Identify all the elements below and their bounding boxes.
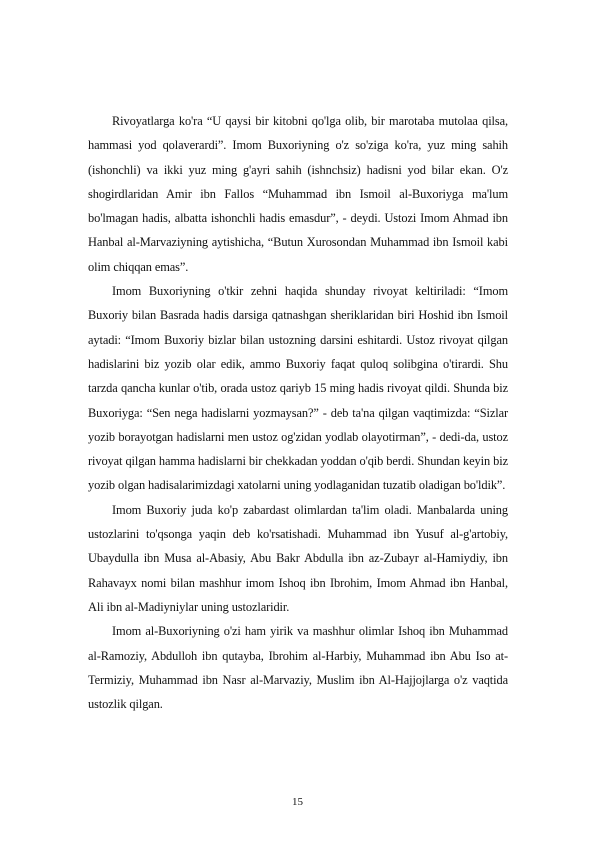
page-number: 15 bbox=[292, 796, 303, 808]
paragraph-2: Imom Buxoriyning o'tkir zehni haqida shunday rivoyat keltiriladi: “Imom Buxoriy bilan Basrada hadis darsiga qatnashgan sheriklaridan biri Hoshid ibn Ismoil aytadi: “Imom Buxoriy bizlar bilan ustozning darsini eshitardi. Ustoz rivoyat qilgan hadislarini biz yozib olar edik, ammo Buxoriy faqat quloq solibgina o'tirardi. Shu tarzda qancha kunlar o'tib, orada ustoz qariyb 15 ming hadis rivoyat qildi. Shunda biz Buxoriyga: “Sen nega hadislarni yozmaysan?” - deb ta'na qilgan vaqtimizda: “Sizlar yozib borayotgan hadislarni men ustoz og'zidan yodlab olayotirman”, - dedi-da, ustoz rivoyat qilgan hamma hadislarni bir chekkadan yoddan o'qib berdi. Shundan keyin biz yozib olgan hadisalarimizdagi xatolarni uning yodlaganidan tuzatib oladigan bo'ldik”. bbox=[88, 284, 508, 493]
paragraph-3: Imom Buxoriy juda ko'p zabardast olimlardan ta'lim oladi. Manbalarda uning ustozlarini to'qsonga yaqin deb ko'rsatishadi. Muhammad ibn Yusuf al-g'artobiy, Ubaydulla ibn Musa al-Abasiy, Abu Bakr Abdulla ibn az-Zubayr al-Hamiydiy, ibn Rahavayx nomi bilan mashhur imom Ishoq ibn Ibrohim, Imom Ahmad ibn Hanbal, Ali ibn al-Madiyniylar uning ustozlaridir. bbox=[88, 502, 508, 614]
paragraph-1: Rivoyatlarga ko'ra “U qaysi bir kitobni qo'lga olib, bir marotaba mutolaa qilsa, hammasi yod qolaverardi”. Imom Buxoriyning o'z so'ziga ko'ra, yuz ming sahih (ishonchli) va ikki yuz ming g'ayri sahih (ishnchsiz) hadisni yod bilar ekan. O'z shogirdlaridan Amir ibn Fallos “Muhammad ibn Ismoil al-Buxoriyga ma'lum bo'lmagan hadis, albatta ishonchli hadis emasdur”, - deydi. Ustozi Imom Ahmad ibn Hanbal al-Marvaziyning aytishicha, “Butun Xurosondan Muhammad ibn Ismoil kabi olim chiqqan emas”. bbox=[88, 114, 508, 274]
paragraph-4: Imom al-Buxoriyning o'zi ham yirik va mashhur olimlar Ishoq ibn Muhammad al-Ramoziy, Abdulloh ibn qutayba, Ibrohim al-Harbiy, Muhammad ibn Abu Iso at-Termiziy, Muhammad ibn Nasr al-Marvaziy, Muslim ibn Al-Hajjojlarga o'z vaqtida ustozlik qilgan. bbox=[88, 624, 508, 712]
document-body bbox=[88, 109, 508, 716]
